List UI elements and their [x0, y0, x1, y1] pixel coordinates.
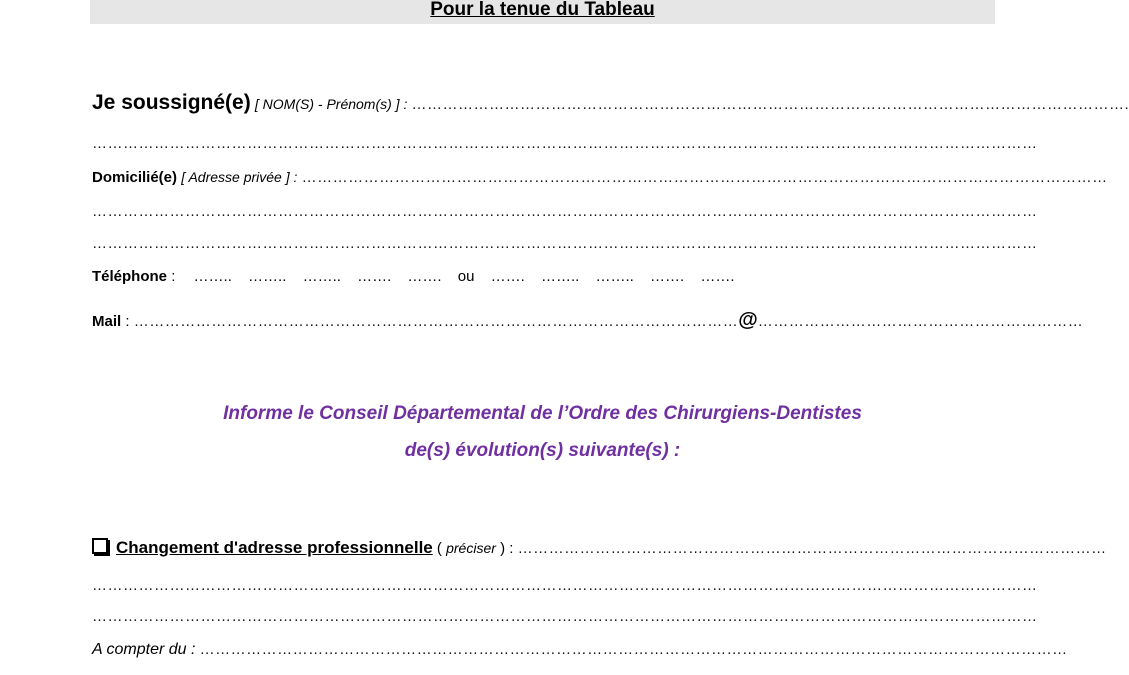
phone-line [92, 268, 990, 285]
address-field[interactable]: ………………………………………………………………………………………………………………………………………… [301, 169, 1108, 186]
mail-colon: : [125, 313, 130, 330]
mail-line [92, 309, 1084, 332]
name-field-continuation[interactable]: ………………………………………………………………………………………………………………………………………………………………… [92, 135, 1038, 152]
change-address-field[interactable]: …………………………………………………………………………………………………… [517, 540, 1107, 557]
change-address-label: Changement d'adresse professionnelle [116, 538, 433, 557]
phone-field-b1[interactable]: ……. [490, 268, 525, 285]
name-label: Je soussigné(e) [92, 91, 251, 114]
name-line [92, 91, 1129, 115]
address-field-line2[interactable]: ………………………………………………………………………………………………………………………………………………………………… [92, 203, 1038, 220]
notice-line2: de(s) évolution(s) suivante(s) : [404, 440, 681, 461]
change-address-field-line2[interactable]: ………………………………………………………………………………………………………………………………………………………………… [92, 577, 1038, 594]
from-date-line [92, 641, 1068, 659]
mail-field-domain[interactable]: ……………………………………………………… [757, 313, 1084, 330]
at-sign: @ [738, 309, 758, 331]
address-field-line3[interactable]: ………………………………………………………………………………………………………………………………………………………………… [92, 235, 1038, 252]
phone-or: ou [457, 268, 475, 285]
change-address-field-line3[interactable]: ………………………………………………………………………………………………………………………………………………………………… [92, 608, 1038, 625]
address-hint: [ Adresse privée ] : [181, 169, 298, 185]
phone-field-b5[interactable]: ……. [700, 268, 735, 285]
page-title: Pour la tenue du Tableau [430, 0, 655, 20]
phone-field-a5[interactable]: ……. [407, 268, 442, 285]
mail-field-local[interactable]: ……………………………………………………………………………………………………… [133, 313, 739, 330]
name-hint: [ NOM(S) - Prénom(s) ] : [254, 96, 408, 112]
phone-field-a2[interactable]: …….. [248, 268, 287, 285]
notice-line1: Informe le Conseil Départemental de l’Ordre des Chirurgiens-Dentistes [223, 403, 862, 424]
header-band [90, 0, 995, 24]
address-line [92, 169, 1108, 186]
from-date-label: A compter du : [92, 641, 196, 658]
address-label: Domicilié(e) [92, 169, 178, 186]
change-address-hint-open: ( [436, 540, 442, 557]
from-date-field[interactable]: …………………………………………………………………………………………………………………………………………………… [199, 641, 1068, 658]
phone-field-a4[interactable]: ……. [357, 268, 392, 285]
phone-field-b3[interactable]: …….. [595, 268, 634, 285]
name-field[interactable]: …………………………………………………………………………………………………………………………. [411, 96, 1129, 113]
phone-field-b2[interactable]: …….. [540, 268, 580, 285]
change-address-checkbox[interactable] [92, 538, 108, 554]
change-address-hint: préciser [446, 540, 496, 556]
change-address-line [92, 538, 1107, 558]
mail-label: Mail [92, 313, 122, 330]
change-address-hint-close: ) : [500, 540, 514, 557]
phone-field-b4[interactable]: ……. [650, 268, 685, 285]
phone-colon: : [171, 268, 176, 285]
phone-label: Téléphone [92, 268, 168, 285]
phone-field-a1[interactable]: …….. [193, 268, 232, 285]
phone-field-a3[interactable]: …….. [302, 268, 341, 285]
